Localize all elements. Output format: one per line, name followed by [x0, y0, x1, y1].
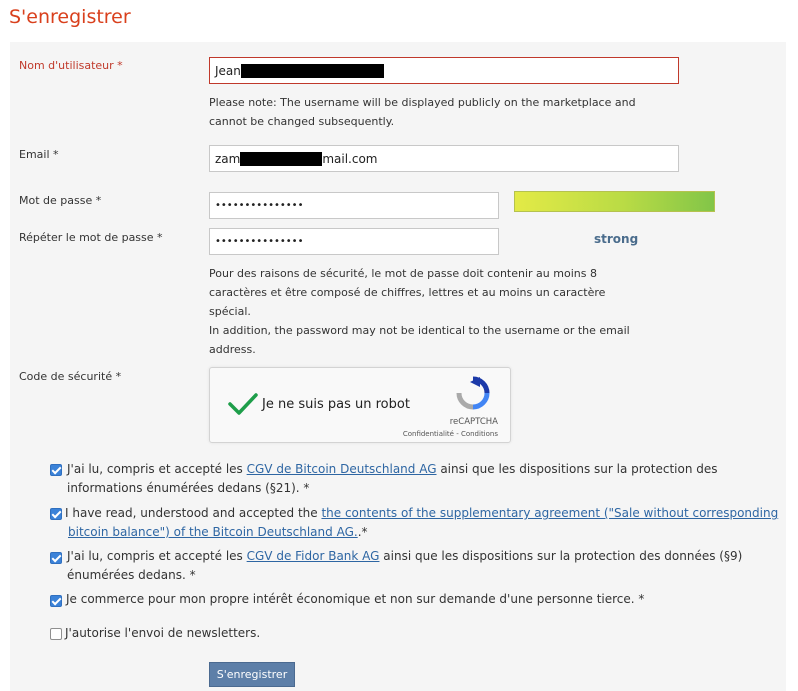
username-label: Nom d'utilisateur *	[19, 59, 123, 72]
username-note	[209, 93, 636, 131]
email-label: Email *	[19, 148, 59, 161]
password-rules	[209, 264, 630, 359]
agreement-text-bitcoin-terms	[67, 460, 718, 498]
password-repeat-input[interactable]: •••••••••••••••	[209, 228, 499, 255]
agreement-checkbox-bitcoin-terms[interactable]	[50, 464, 62, 476]
password-rules-line: address.	[209, 343, 256, 356]
username-input[interactable]	[209, 57, 679, 84]
agreement-text-own-interest: Je commerce pour mon propre intérêt économique et non sur demande d'une personne tierce. *	[66, 592, 645, 606]
password-rules-line: Pour des raisons de sécurité, le mot de passe doit contenir au moins 8	[209, 267, 597, 280]
register-button[interactable]: S'enregistrer	[209, 662, 295, 687]
agreement-text: I have read, understood and accepted the	[65, 506, 322, 520]
agreement-text: énumérées dedans. *	[67, 568, 196, 582]
agreement-text: ainsi que les dispositions sur la protection des	[436, 462, 718, 476]
username-value: Jean	[215, 63, 241, 78]
password-repeat-label: Répéter le mot de passe *	[19, 231, 163, 244]
agreement-text: J'ai lu, compris et accepté les	[67, 549, 247, 563]
password-input[interactable]: •••••••••••••••	[209, 192, 499, 219]
email-input[interactable]	[209, 145, 679, 172]
agreement-checkbox-own-interest[interactable]	[50, 595, 62, 607]
captcha-checkbox-text[interactable]: Je ne suis pas un robot	[262, 397, 410, 412]
newsletter-checkbox[interactable]	[50, 628, 62, 640]
recaptcha-widget	[209, 367, 511, 443]
password-rules-line: spécial.	[209, 305, 251, 318]
password-strength-bar	[514, 191, 715, 212]
supplementary-agreement-link[interactable]: the contents of the supplementary agreement ("Sale without corresponding	[321, 506, 779, 520]
recaptcha-logo-icon	[456, 376, 490, 414]
recaptcha-privacy-terms-link[interactable]: Confidentialité - Conditions	[402, 430, 498, 438]
agreement-text-fidor-terms	[67, 547, 742, 585]
email-value-prefix: zam	[215, 151, 241, 166]
page-title: S'enregistrer	[9, 6, 131, 28]
redaction-block	[241, 64, 384, 78]
password-strength-label: strong	[594, 232, 639, 246]
username-note-line: cannot be changed subsequently.	[209, 115, 395, 128]
email-value-suffix: mail.com	[322, 151, 378, 166]
supplementary-agreement-link[interactable]: bitcoin balance") of the Bitcoin Deutschland AG.	[68, 525, 358, 539]
newsletter-text: J'autorise l'envoi de newsletters.	[65, 626, 261, 640]
bitcoin-terms-link[interactable]: CGV de Bitcoin Deutschland AG	[246, 462, 437, 476]
password-label: Mot de passe *	[19, 194, 102, 207]
agreement-checkbox-fidor-terms[interactable]	[50, 552, 62, 564]
agreement-text: J'ai lu, compris et accepté les	[67, 462, 247, 476]
redaction-block	[240, 152, 322, 166]
agreement-text: .*	[357, 525, 368, 539]
fidor-terms-link[interactable]: CGV de Fidor Bank AG	[246, 549, 380, 563]
agreement-text: informations énumérées dedans (§21). *	[67, 481, 310, 495]
agreement-text-supplementary	[65, 504, 778, 542]
captcha-label: Code de sécurité *	[19, 370, 122, 383]
recaptcha-brand: reCAPTCHA	[449, 417, 498, 427]
agreement-text: ainsi que les dispositions sur la protection des données (§9)	[379, 549, 743, 563]
agreement-checkbox-supplementary[interactable]	[50, 508, 62, 520]
password-rules-line: In addition, the password may not be identical to the username or the email	[209, 324, 630, 337]
checkmark-icon[interactable]	[228, 392, 258, 420]
username-note-line: Please note: The username will be displayed publicly on the marketplace and	[209, 96, 636, 109]
password-rules-line: caractères et être composé de chiffres, lettres et au moins un caractère	[209, 286, 606, 299]
